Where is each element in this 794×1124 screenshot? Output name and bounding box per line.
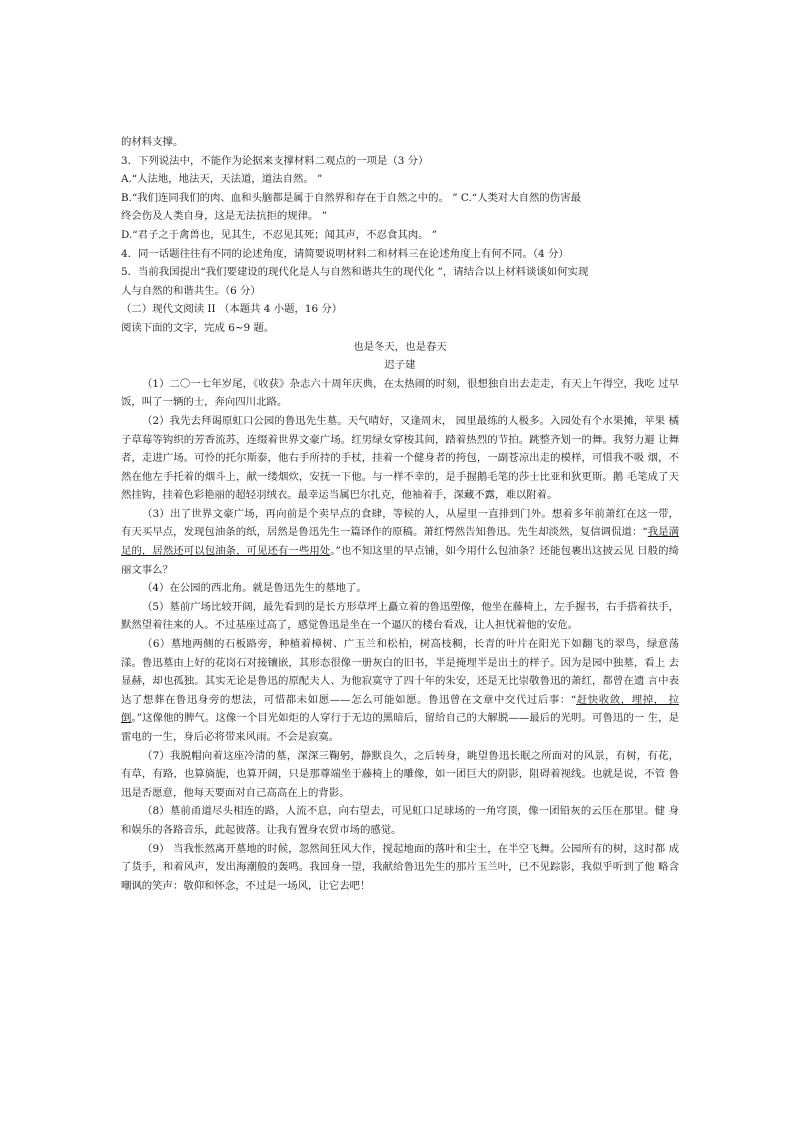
paragraph-7: （7）我脱帽向着这座冷清的墓，深深三鞠躬，静默良久，之后转身，眺望鲁迅长眠之所面对的风景，有树，有花， 有草，有路，也算旖旎，也算开阔，只是那尊端坐于藤椅上的雕像，如一团巨大的阴影，阻碍着视线。也就是说，不管 鲁迅是否愿意，他每天要面对自己高高在上的背影。 bbox=[121, 749, 679, 799]
option-b-c: B.“我们连同我们的肉、血和头脑都是属于自然界和存在于自然之中的。 ” C.“人类对大自然的伤害最 bbox=[121, 191, 581, 204]
paragraph-6 bbox=[121, 635, 679, 747]
paragraph-3-text: （3）出了世界文豪广场，再向前是个卖早点的食肆，等候的人，从屋里一直排到门外。想着多年前萧红在这一带， 有天买早点，发现包油条的纸，居然是鲁迅先生一篇译作的原稿。萧红愕然告知鲁迅。先生却淡然，复信调侃道：“ bbox=[121, 507, 679, 539]
paragraph-3 bbox=[121, 505, 679, 579]
paragraph-4: （4）在公园的西北角。就是鲁迅先生的墓地了。 bbox=[142, 582, 367, 595]
article-author: 迟子建 bbox=[384, 359, 416, 372]
paragraph-2: （2）我先去拜谒原虹口公园的鲁迅先生墓。天气晴好，又逢周末， 园里最练的人极多。入园处有个水果摊，苹果 橘子草莓等钩织的芳香流苏，连缀着世界文豪广场。红男绿女穿梭其间，踏着热烈的节拍。跳整齐划一的舞。我努力避 让舞者，走进广场。可怜的托尔斯泰，他右手所持的手杖，挂着一个健身者的挎包，一副苍凉出走的模样，可惜我不吸 烟，不然在他左手托着的烟斗上，献一缕烟炊，安抚一下他。与一样不幸的，是手握鹅毛笔的莎士比亚和狄更斯。鹅 毛笔成了天然挂钩，挂着色彩艳丽的超轻羽绒衣。最幸运当属巴尔扎克，他袖着手，深藏不露，难以附着。 bbox=[121, 414, 679, 502]
text-line: 的材料支撑。 bbox=[121, 136, 184, 148]
underlined-quote: 我是满足的，居然还可以包油条，可见还有一些用处 bbox=[121, 526, 680, 558]
article-title: 也是冬天，也是春天 bbox=[353, 340, 447, 353]
section-heading: （二）现代文阅读 II （本题共 4 小题，16 分） bbox=[121, 303, 343, 316]
option-a: A.“人法地，地法天，天法道，道法自然。 ” bbox=[121, 173, 323, 186]
paragraph-6-text-end: 。”这像他的脾气。这像一个目光如炬的人穿行于无边的黑暗后，留给自己的大解脱——最后的光明。可鲁迅的一 生，是雷电的一生，身后必将带来风雨。不会是寂寞。 bbox=[121, 712, 679, 743]
question-5-cont: 人与自然的和谐共生。（6 分） bbox=[121, 284, 261, 297]
paragraph-6-text: （6）墓地两侧的石板路旁，种植着樟树、广玉兰和松柏，树高枝稠，长青的叶片在阳光下如翻飞的翠鸟，绿意荡 漾。鲁迅墓由上好的花岗石对接镶嵌，其形态很像一册灰白的旧书，半是掩埋半是出土的样子。因为是园中独墓，看上 去显赫，却也孤独。其实无论是鲁迅的原配夫人、为他寂寞守了四十年的朱安，还是无比崇敬鲁迅的萧红，都曾在遗 言中表达了想葬在鲁迅身旁的想法，可惜都未如愿——怎么可能如愿。鲁迅曾在文章中交代过后事：“ bbox=[121, 638, 679, 706]
question-4: 4．同一话题往往有不同的论述角度，请简要说明材料二和材料三在论述角度上有何不同。（4 分） bbox=[121, 247, 569, 260]
paragraph-3-text-end: 。”也不知这里的早点铺，如今用什么包油条？还能包裹出这披云见 日般的绮丽文事么？ bbox=[121, 545, 679, 576]
paragraph-9: （9） 当我怅然离开墓地的时候，忽然间狂风大作，搅起地面的落叶和尘土，在半空飞舞。公园所有的树，这时都 成了货手，和着风声，发出海潮般的轰鸣。我回身一望，我献给鲁迅先生的那片玉兰叶，已不见踪影，我似乎听到了他 略含嘲讽的笑声：敬仰和怀念，不过是一场风，让它去吧！ bbox=[121, 842, 679, 892]
underlined-quote-2: 赶快收敛，埋掉， 拉倒 bbox=[121, 693, 679, 725]
paragraph-1: （1）二〇一七年岁尾，《收获》杂志六十周年庆典，在太热闹的时刻，很想独自出去走走，有天上午得空，我吃 过早饭，叫了一辆的士，奔向四川北路。 bbox=[121, 377, 679, 409]
option-d: D.“君子之于禽兽也，见其生，不忍见其死；闻其声，不忍食其肉。 ” bbox=[121, 228, 438, 241]
question-3: 3．下列说法中，不能作为论据来支撑材料二观点的一项是（3 分） bbox=[121, 154, 429, 167]
question-5: 5．当前我国提出“我们要建设的现代化是人与自然和谐共生的现代化 ”，请结合以上材料谈谈如何实现 bbox=[121, 266, 589, 279]
option-c-cont: 终会伤及人类自身，这是无法抗拒的规律。 ” bbox=[121, 210, 328, 223]
paragraph-5: （5）墓前广场比较开阔，最先看到的是长方形草坪上矗立着的鲁迅塑像，他坐在藤椅上，左手握书，右手搭着扶手，默然望着往来的人。不过基座过高了，感觉鲁迅是坐在一个逼仄的楼台看戏，让人担忧着他的安危。 bbox=[121, 600, 679, 632]
paragraph-8: （8）墓前甬道尽头相连的路，人流不息，向右望去，可见虹口足球场的一角穹顶，像一团铅灰的云压在那里。健 身和娱乐的各路音乐，此起彼落。让我有置身农贸市场的感觉。 bbox=[121, 805, 679, 836]
instruction: 阅读下面的文字，完成 6~9 题。 bbox=[121, 321, 275, 334]
document-page bbox=[121, 133, 679, 895]
